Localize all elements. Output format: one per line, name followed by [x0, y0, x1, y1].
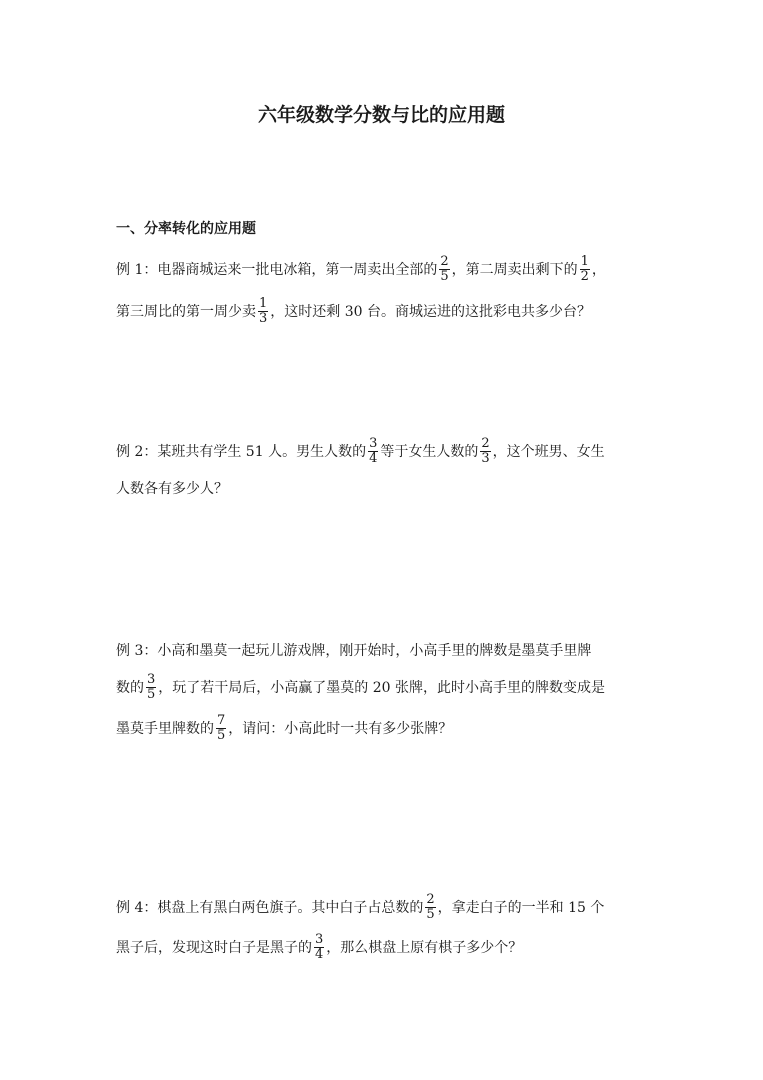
example-3-line-1	[116, 633, 591, 667]
denominator: 4	[315, 946, 324, 962]
fraction	[258, 297, 268, 326]
text: 数的	[116, 680, 144, 696]
denominator: 4	[369, 450, 378, 466]
denominator: 3	[481, 450, 490, 466]
example-1-line-2	[116, 294, 591, 328]
example-4-line-1	[116, 890, 604, 924]
example-4-line-2	[116, 930, 522, 964]
numerator: 3	[315, 931, 324, 947]
text: ，那么棋盘上原有棋子多少个？	[326, 940, 523, 956]
text: ，这个班男、女生	[492, 444, 605, 460]
denominator: 5	[426, 906, 435, 922]
numerator: 3	[147, 671, 156, 687]
text: 例 1：电器商城运来一批电冰箱，第一周卖出全部的	[116, 262, 438, 278]
text: 例 2：某班共有学生 51 人。男生人数的	[116, 444, 367, 460]
numerator: 3	[369, 435, 378, 451]
numerator: 1	[580, 253, 589, 269]
fraction	[480, 437, 490, 466]
example-1-line-1	[116, 252, 606, 286]
numerator: 2	[426, 891, 435, 907]
fraction	[216, 714, 226, 743]
denominator: 5	[217, 727, 226, 743]
text: 黑子后，发现这时白子是黑子的	[116, 940, 312, 956]
numerator: 2	[481, 435, 490, 451]
text: 例 3：小高和墨莫一起玩儿游戏牌，刚开始时，小高手里的牌数是墨莫手里牌	[116, 643, 592, 659]
text: 第三周比的第一周少卖	[116, 304, 256, 320]
section-heading: 一、分率转化的应用题	[116, 221, 256, 237]
fraction	[146, 673, 156, 702]
example-2-line-1	[116, 434, 605, 468]
denominator: 5	[440, 268, 449, 284]
text: 例 4：棋盘上有黑白两色旗子。其中白子占总数的	[116, 900, 424, 916]
example-3-line-2	[116, 670, 605, 704]
text: ，	[591, 262, 606, 278]
text: ，拿走白子的一半和 15 个	[437, 900, 605, 916]
denominator: 2	[580, 268, 589, 284]
text: 人数各有多少人？	[116, 481, 228, 497]
text: 等于女生人数的	[380, 444, 479, 460]
fraction	[580, 255, 590, 284]
text: ，这时还剩 30 台。商城运进的这批彩电共多少台？	[270, 304, 591, 320]
fraction	[368, 437, 378, 466]
page-title: 六年级数学分数与比的应用题	[257, 104, 505, 126]
denominator: 3	[259, 310, 268, 326]
example-2-line-2	[116, 471, 228, 505]
text: 墨莫手里牌数的	[116, 721, 214, 737]
text: ，请问：小高此时一共有多少张牌？	[228, 721, 453, 737]
text: ，第二周卖出剩下的	[451, 262, 578, 278]
denominator: 5	[147, 686, 156, 702]
fraction	[425, 893, 435, 922]
example-3-line-3	[116, 711, 452, 745]
text: ，玩了若干局后，小高赢了墨莫的 20 张牌，此时小高手里的牌数变成是	[158, 680, 605, 696]
fraction	[439, 255, 449, 284]
numerator: 7	[217, 712, 226, 728]
numerator: 2	[440, 253, 449, 269]
fraction	[314, 933, 324, 962]
numerator: 1	[259, 295, 268, 311]
